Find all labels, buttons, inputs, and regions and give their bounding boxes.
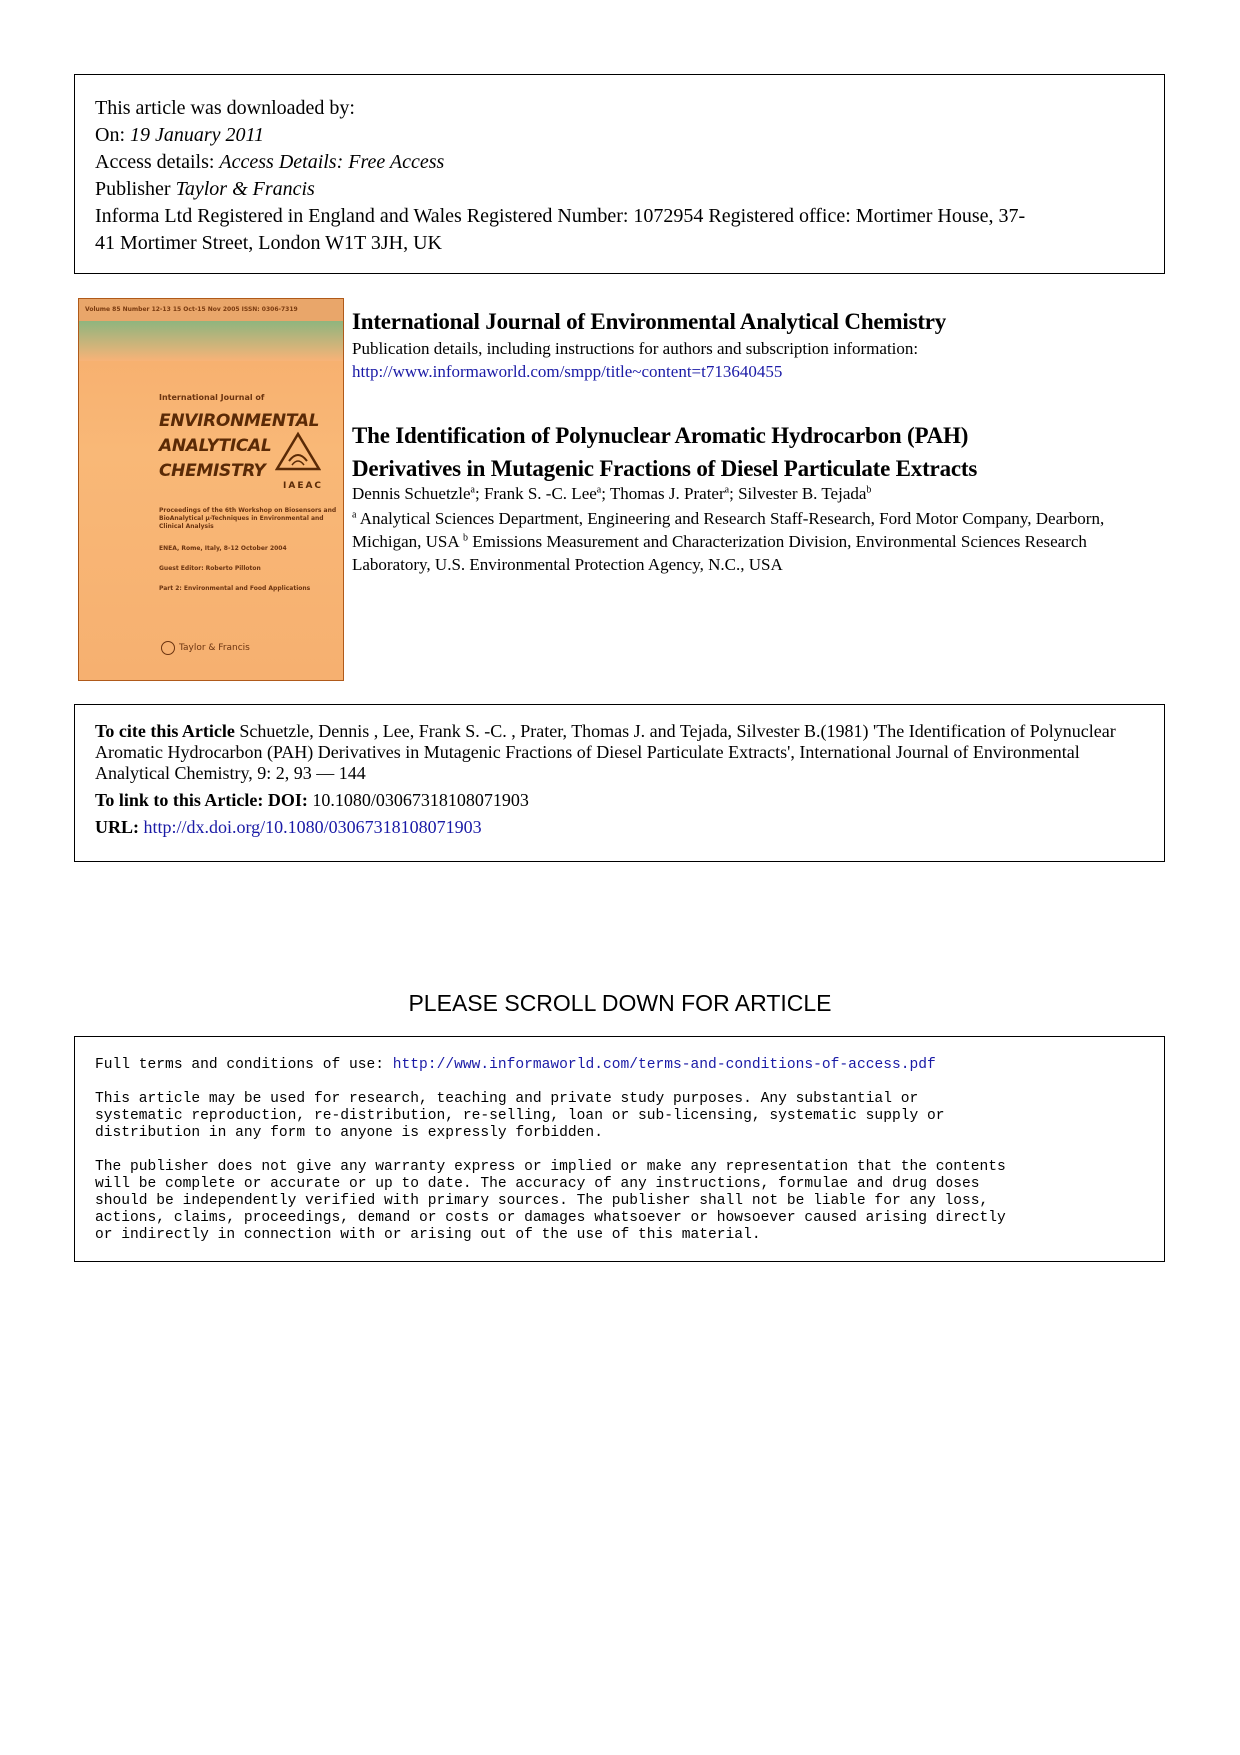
affiliation-a: Analytical Sciences Department, Engineering and Research Staff-Research, Ford Motor Company, Dearborn, Michigan, USA — [352, 509, 1105, 551]
terms-box — [74, 1036, 1165, 1262]
cover-venue: ENEA, Rome, Italy, 8-12 October 2004 — [159, 545, 287, 552]
url-label: URL: — [95, 817, 139, 837]
doi-label: To link to this Article: DOI: — [95, 790, 308, 810]
cite-article — [95, 721, 1144, 784]
download-info-box — [74, 74, 1165, 274]
author: Silvester B. Tejada — [738, 484, 867, 503]
on-label: On: — [95, 124, 125, 146]
access-value: Access Details: Free Access — [219, 151, 445, 173]
url-line — [95, 817, 1144, 838]
cover-title-2: ANALYTICAL — [159, 436, 272, 456]
doi-url-link[interactable]: http://dx.doi.org/10.1080/03067318108071903 — [143, 817, 482, 837]
publisher-label: Publisher — [95, 178, 171, 200]
author: Dennis Schuetzle — [352, 484, 471, 503]
download-date: 19 January 2011 — [130, 124, 265, 146]
publisher-value: Taylor & Francis — [175, 178, 315, 200]
journal-url-link[interactable]: http://www.informaworld.com/smpp/title~content=t713640455 — [352, 362, 783, 381]
cover-intl: International Journal of — [159, 393, 265, 402]
cover-org: IAEAC — [283, 481, 324, 491]
cover-part: Part 2: Environmental and Food Applications — [159, 585, 311, 592]
article-title — [352, 419, 977, 485]
journal-title: International Journal of Environmental Analytical Chemistry — [352, 309, 947, 334]
access-label: Access details: — [95, 151, 215, 173]
cover-topbar: Volume 85 Number 12-13 15 Oct-15 Nov 2005 ISSN: 0306-7319 — [79, 299, 343, 321]
iaeac-logo-icon — [275, 431, 321, 471]
terms-paragraph-2: The publisher does not give any warranty express or implied or make any representation that the contents will be complete or accurate or up to date. The accuracy of any instructions, formulae and drug doses should be independently verified with primary sources. The publisher shall not be liable for any loss, actions, claims, proceedings, demand or costs or damages whatsoever or howsoever caused arising directly or indirectly in connection with or arising out of the use of this material. — [95, 1159, 1006, 1243]
author: Frank S. -C. Lee — [483, 484, 597, 503]
cover-proceedings: Proceedings of the 6th Workshop on Biosensors and BioAnalytical µ-Techniques in Environmental and Clinical Analysis — [159, 507, 337, 530]
registered-line-2: 41 Mortimer Street, London W1T 3JH, UK — [95, 232, 443, 254]
download-date-line — [95, 122, 1144, 149]
cover-title-1: ENVIRONMENTAL — [159, 411, 320, 431]
cite-text: Schuetzle, Dennis , Lee, Frank S. -C. , Prater, Thomas J. and Tejada, Silvester B.(1981) 'The Identification of Polynuclear Aromatic Hydrocarbon (PAH) Derivatives in Mutagenic Fractions of Diesel Particulate Extracts', International Journal of Environmental Analytical Chemistry, 9: 2, 93 — 144 — [95, 721, 1116, 783]
affiliations: $^a$ Analytical Sciences Department, Engineering and Research Staff-Research, Ford Motor Company, Dearborn, Michigan, USA $^b$ Emissions Measurement and Characterization Division, Environmental Sciences Research Laboratory, U.S. Environmental Protection Agency, N.C., USA — [352, 509, 1105, 574]
author-list: Dennis Schuetzle$^a$; Frank S. -C. Lee$^a$; Thomas J. Prater$^a$; Silvester B. Tejada$^b$ — [352, 484, 872, 503]
terms-line — [95, 1057, 1144, 1074]
cover-publisher: Taylor & Francis — [179, 643, 250, 653]
journal-cover-image — [78, 298, 344, 681]
author: Thomas J. Prater — [609, 484, 725, 503]
scroll-down-notice: PLEASE SCROLL DOWN FOR ARTICLE — [408, 990, 832, 1016]
cover-editor: Guest Editor: Roberto Pilloton — [159, 565, 261, 572]
cover-title-3: CHEMISTRY — [159, 461, 266, 481]
terms-url-link[interactable]: http://www.informaworld.com/terms-and-conditions-of-access.pdf — [392, 1057, 936, 1073]
terms-paragraph-1: This article may be used for research, teaching and private study purposes. Any substantial or systematic reproduction, re-distribution, re-selling, loan or sub-licensing, systematic supply or distribution in any form to anyone is expressly forbidden. — [95, 1091, 945, 1141]
downloaded-by: This article was downloaded by: — [95, 97, 355, 119]
access-details-line — [95, 149, 1144, 176]
publisher-line — [95, 176, 1144, 203]
registered-line-1: Informa Ltd Registered in England and Wales Registered Number: 1072954 Registered office: Mortimer House, 37- — [95, 205, 1026, 227]
cover-band — [79, 321, 343, 361]
publication-details: Publication details, including instructions for authors and subscription information: — [352, 339, 919, 358]
terms-label: Full terms and conditions of use: — [95, 1057, 385, 1073]
affiliation-b: Emissions Measurement and Characterization Division, Environmental Sciences Research Laboratory, U.S. Environmental Protection Agency, N.C., USA — [352, 532, 1087, 574]
article-title-line-1: The Identification of Polynuclear Aromatic Hydrocarbon (PAH) — [352, 423, 969, 448]
doi-line — [95, 790, 1144, 811]
article-title-line-2: Derivatives in Mutagenic Fractions of Diesel Particulate Extracts — [352, 456, 978, 481]
doi-value: 10.1080/03067318108071903 — [312, 790, 529, 810]
cite-label: To cite this Article — [95, 721, 235, 741]
taylor-francis-logo-icon — [161, 641, 175, 655]
citation-box — [74, 704, 1165, 862]
